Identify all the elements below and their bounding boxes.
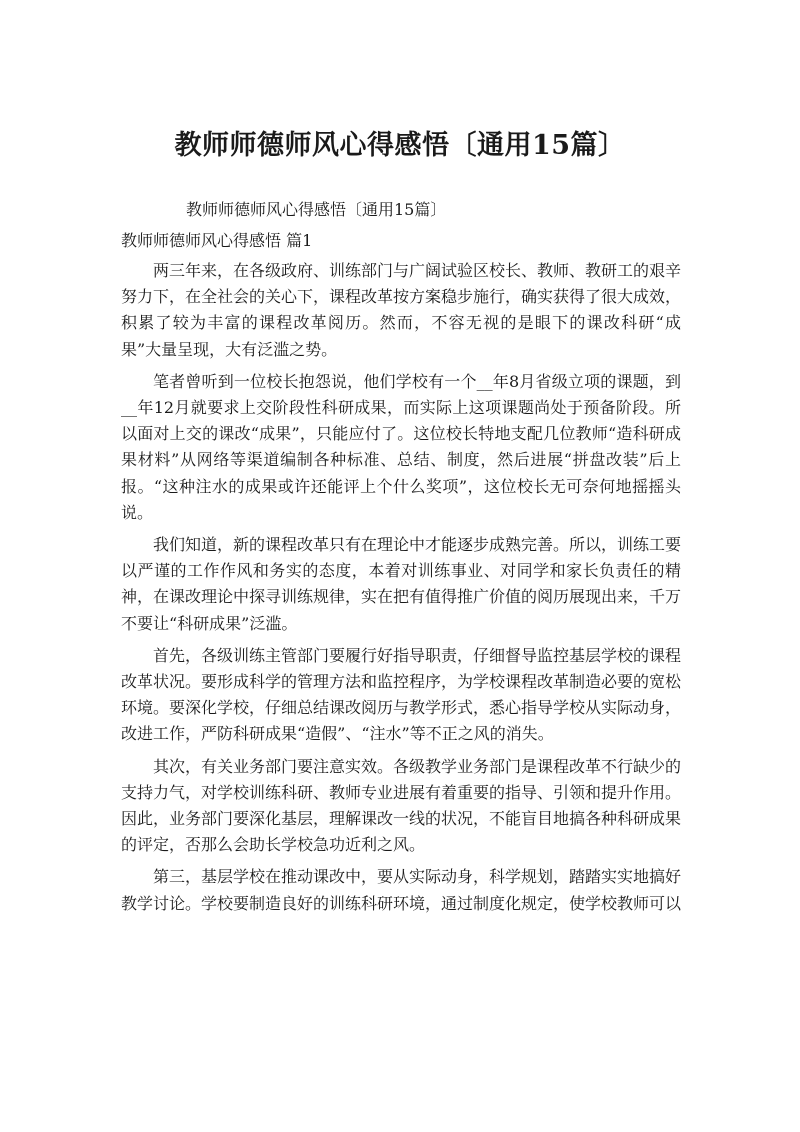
document-title: 教师师德师风心得感悟〔通用15篇〕 bbox=[174, 130, 626, 161]
paragraph-3: 我们知道，新的课程改革只有在理论中才能逐步成熟完善。所以，训练工要以严谨的工作作风和务实的态度，本着对训练事业、对同学和家长负责任的精神，在课改理论中探寻训练规律，实在把有值得推广价值的阅历展现出来，千万不要让“科研成果”泛滥。 bbox=[121, 535, 682, 633]
section-heading: 教师师德师风心得感悟 篇1 bbox=[121, 231, 313, 250]
paragraph-5: 其次，有关业务部门要注意实效。各级教学业务部门是课程改革不行缺少的支持力气，对学校训练科研、教师专业进展有着重要的指导、引领和提升作用。因此，业务部门要深化基层，理解课改一线的状况，不能盲目地搞各种科研成果的评定，否那么会助长学校急功近利之风。 bbox=[121, 756, 682, 855]
paragraph-4: 首先，各级训练主管部门要履行好指导职责，仔细督导监控基层学校的课程改革状况。要形成科学的管理方法和监控程序，为学校课程改革制造必要的宽松环境。要深化学校，仔细总结课改阅历与教学形式，悉心指导学校从实际动身，改进工作，严防科研成果“造假”、“注水”等不正之风的消失。 bbox=[121, 645, 682, 744]
paragraph-6: 第三，基层学校在推动课改中，要从实际动身，科学规划，踏踏实实地搞好教学讨论。学校要制造良好的训练科研环境，通过制度化规定，使学校教师可以 bbox=[121, 867, 682, 913]
paragraph-2: 笔者曾听到一位校长抱怨说，他们学校有一个__年8月省级立项的课题，到__年12月就要求上交阶段性科研成果，而实际上这项课题尚处于预备阶段。所以面对上交的课改“成果”，只能应付了。这位校长特地支配几位教师“造科研成果材料”从网络等渠道编制各种标准、总结、制度，然后进展“拼盘改装”后上报。“这种注水的成果或许还能评上个什么奖项”，这位校长无可奈何地摇摇头说。 bbox=[121, 371, 681, 522]
body-text bbox=[121, 258, 681, 923]
paragraph-1: 两三年来，在各级政府、训练部门与广阔试验区校长、教师、教研工的艰辛努力下，在全社会的关心下，课程改革按方案稳步施行，确实获得了很大成效，积累了较为丰富的课程改革阅历。然而，不容无视的是眼下的课改科研“成果”大量呈现，大有泛滥之势。 bbox=[121, 261, 682, 359]
document-subtitle: 教师师德师风心得感悟〔通用15篇〕 bbox=[186, 200, 447, 219]
